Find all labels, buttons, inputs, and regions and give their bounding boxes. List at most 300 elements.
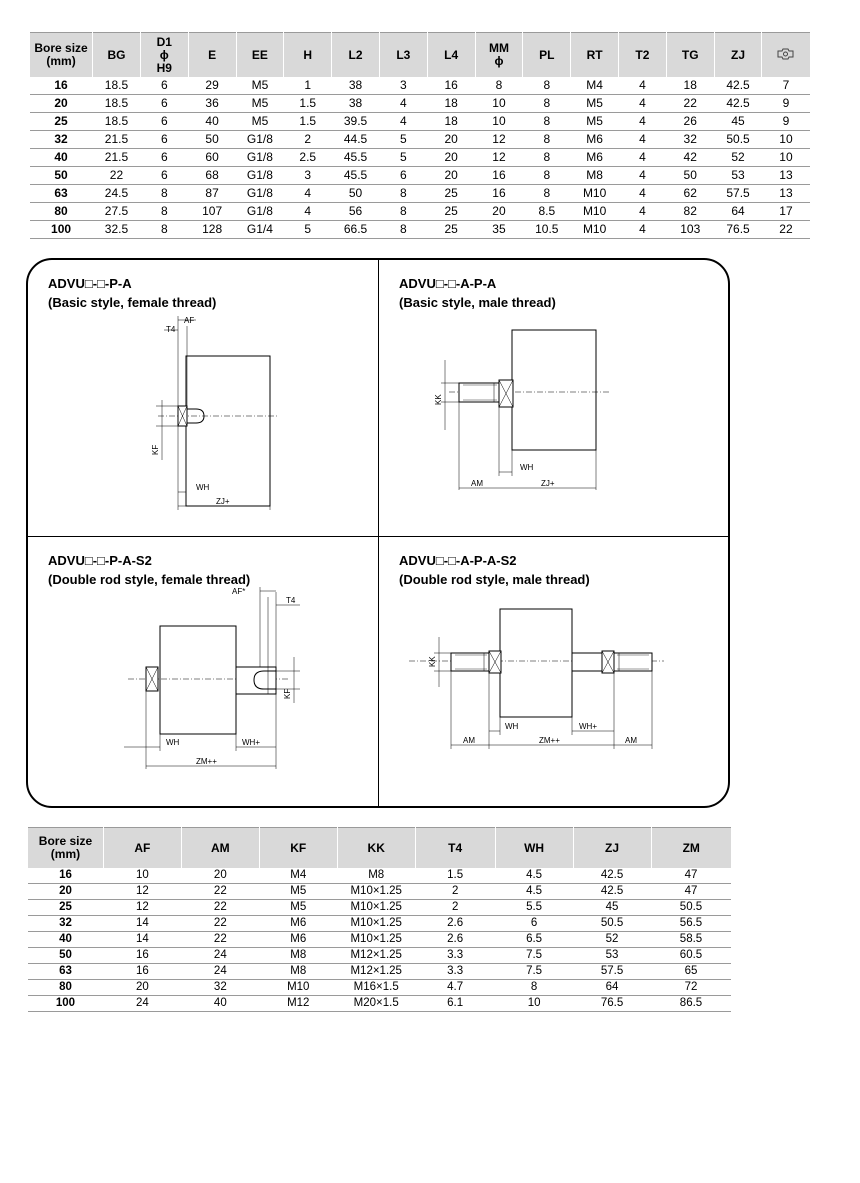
table-cell: M6: [571, 131, 619, 149]
diagram-double-male: [379, 537, 730, 808]
table-cell: 72: [651, 980, 731, 996]
table-cell: 20: [427, 167, 475, 185]
label-am-right: AM: [625, 736, 637, 745]
bore-size-cell: 16: [28, 868, 104, 884]
table-cell: 4: [284, 185, 332, 203]
table-cell: M8: [337, 868, 415, 884]
column-header: [284, 33, 332, 78]
table-cell: 1.5: [284, 113, 332, 131]
table-cell: 10.5: [523, 221, 571, 239]
table-cell: 13: [762, 185, 810, 203]
table-cell: 6: [379, 167, 427, 185]
table-cell: 16: [475, 167, 523, 185]
table-cell: 2: [415, 900, 495, 916]
table-cell: 25: [427, 185, 475, 203]
table-cell: 4: [284, 203, 332, 221]
table-row: [30, 149, 811, 167]
table-cell: 35: [475, 221, 523, 239]
table-cell: 52: [714, 149, 762, 167]
table-cell: 6: [140, 113, 188, 131]
table-row: [30, 221, 811, 239]
table-cell: 8: [495, 980, 573, 996]
table-cell: M20×1.5: [337, 996, 415, 1012]
table-row: [28, 916, 732, 932]
table-cell: 22: [93, 167, 141, 185]
column-header-text: L2: [348, 47, 363, 62]
column-header: [573, 828, 651, 869]
table-cell: 1.5: [415, 868, 495, 884]
table-cell: 7.5: [495, 948, 573, 964]
table-cell: 20: [475, 203, 523, 221]
table-row: [30, 113, 811, 131]
table-cell: 50: [332, 185, 380, 203]
table-cell: 50.5: [651, 900, 731, 916]
table-cell: 8: [475, 77, 523, 95]
column-header-text: T2: [635, 47, 650, 62]
label-am: AM: [463, 736, 475, 745]
table-cell: 3: [379, 77, 427, 95]
label-zj: ZJ+: [541, 479, 555, 488]
dimensions-table-rod-ends: [27, 827, 731, 1012]
bore-size-cell: 40: [30, 149, 93, 167]
table-cell: 36: [188, 95, 236, 113]
table-cell: 8: [140, 185, 188, 203]
table-row: [30, 185, 811, 203]
bore-size-cell: 80: [28, 980, 104, 996]
table-cell: M6: [571, 149, 619, 167]
label-zm: ZM++: [539, 736, 560, 745]
table-cell: 52: [573, 932, 651, 948]
table-cell: M16×1.5: [337, 980, 415, 996]
table-cell: 18: [427, 95, 475, 113]
column-header-text: EE: [251, 47, 268, 62]
column-header: [427, 33, 475, 78]
column-header-text: ZJ: [605, 840, 620, 855]
bore-size-cell: 25: [28, 900, 104, 916]
table-cell: 18.5: [93, 113, 141, 131]
table-cell: 8.5: [523, 203, 571, 221]
table-cell: 2: [284, 131, 332, 149]
column-header: [415, 828, 495, 869]
table-cell: 6: [140, 167, 188, 185]
column-header-text: (mm): [46, 54, 76, 68]
label-kf: KF: [283, 688, 292, 699]
table-cell: 57.5: [573, 964, 651, 980]
label-zm: ZM++: [196, 757, 217, 766]
table-header-row: [30, 33, 811, 78]
column-header-text: H9: [156, 60, 172, 75]
column-header-text: E: [208, 47, 217, 62]
column-header-text: L3: [396, 47, 411, 62]
table-cell: 60: [188, 149, 236, 167]
wrench-icon: [777, 49, 795, 63]
table-cell: 47: [651, 868, 731, 884]
column-header-text: MM: [488, 41, 509, 55]
table-cell: 128: [188, 221, 236, 239]
table-cell: 82: [666, 203, 714, 221]
table-row: [30, 131, 811, 149]
bore-size-cell: 63: [28, 964, 104, 980]
table-cell: 12: [103, 884, 181, 900]
bore-size-cell: 63: [30, 185, 93, 203]
table-cell: 6.5: [495, 932, 573, 948]
table-cell: 4: [379, 113, 427, 131]
table-cell: M8: [259, 964, 337, 980]
bore-size-cell: 80: [30, 203, 93, 221]
table-cell: 12: [475, 131, 523, 149]
table-cell: 8: [523, 113, 571, 131]
label-kk: KK: [434, 394, 443, 405]
column-header-text: ϕ: [494, 54, 504, 68]
table-cell: 20: [181, 868, 259, 884]
table-cell: 8: [523, 95, 571, 113]
label-wh-plus: WH+: [579, 722, 597, 731]
table-cell: 50: [188, 131, 236, 149]
table-cell: 8: [379, 185, 427, 203]
table-cell: 16: [427, 77, 475, 95]
table-cell: M10×1.25: [337, 916, 415, 932]
table-cell: 10: [475, 95, 523, 113]
table-cell: 39.5: [332, 113, 380, 131]
table-cell: 3.3: [415, 948, 495, 964]
table-row: [28, 964, 732, 980]
table-cell: 5: [284, 221, 332, 239]
label-wh: WH: [520, 463, 534, 472]
table-cell: M5: [571, 95, 619, 113]
table-cell: 50.5: [714, 131, 762, 149]
bore-size-cell: 20: [30, 95, 93, 113]
column-header: [93, 33, 141, 78]
table-cell: 12: [475, 149, 523, 167]
table-cell: 42.5: [573, 884, 651, 900]
table-cell: 6: [140, 131, 188, 149]
table-cell: 103: [666, 221, 714, 239]
table-cell: M5: [236, 95, 284, 113]
diagram-basic-male: [379, 260, 730, 535]
table-cell: 9: [762, 95, 810, 113]
dimensions-table-main: [29, 32, 810, 239]
column-header: [495, 828, 573, 869]
column-header-text: T4: [448, 840, 463, 855]
diagram-description: (Basic style, female thread): [48, 295, 217, 310]
table-cell: 32.5: [93, 221, 141, 239]
table-cell: M5: [259, 900, 337, 916]
table-row: [28, 948, 732, 964]
table-row: [28, 980, 732, 996]
table-cell: 50.5: [573, 916, 651, 932]
table-cell: 53: [573, 948, 651, 964]
diagram-description: (Double rod style, male thread): [399, 572, 590, 587]
bore-size-cell: 40: [28, 932, 104, 948]
table-cell: 4.5: [495, 868, 573, 884]
table-cell: 8: [379, 203, 427, 221]
table-cell: M8: [571, 167, 619, 185]
table-cell: 60.5: [651, 948, 731, 964]
column-header: [140, 33, 188, 78]
table-cell: 8: [523, 149, 571, 167]
label-t4: T4: [166, 325, 176, 334]
table-cell: 47: [651, 884, 731, 900]
column-header-text: Bore size: [38, 834, 93, 848]
table-cell: M10: [571, 221, 619, 239]
table-cell: 56: [332, 203, 380, 221]
table-cell: M10×1.25: [337, 884, 415, 900]
column-header: [181, 828, 259, 869]
table-cell: M5: [571, 113, 619, 131]
table-cell: 6: [140, 149, 188, 167]
table-cell: 6.1: [415, 996, 495, 1012]
column-header-text: BG: [107, 47, 126, 62]
column-header-text: WH: [524, 840, 545, 855]
table-cell: 16: [475, 185, 523, 203]
table-cell: M4: [259, 868, 337, 884]
bore-size-cell: 50: [30, 167, 93, 185]
table-cell: 1: [284, 77, 332, 95]
table-cell: 4: [619, 95, 667, 113]
column-header-text: Bore size: [34, 41, 88, 55]
table-cell: M12×1.25: [337, 964, 415, 980]
table-cell: 107: [188, 203, 236, 221]
table-cell: M10: [571, 203, 619, 221]
table-cell: 42: [666, 149, 714, 167]
table-cell: 18: [666, 77, 714, 95]
table-cell: 24: [181, 964, 259, 980]
table-cell: 45.5: [332, 149, 380, 167]
table-cell: M10: [259, 980, 337, 996]
bore-size-cell: 50: [28, 948, 104, 964]
column-header-text: (mm): [50, 847, 81, 861]
table-cell: 57.5: [714, 185, 762, 203]
table-cell: M4: [571, 77, 619, 95]
table-cell: 10: [495, 996, 573, 1012]
table-cell: M10×1.25: [337, 932, 415, 948]
label-wh: WH: [166, 738, 180, 747]
column-header: [571, 33, 619, 78]
bore-size-cell: 100: [28, 996, 104, 1012]
column-header-text: L4: [444, 47, 459, 62]
column-header: [666, 33, 714, 78]
column-header-text: D1: [156, 34, 172, 49]
table-cell: M8: [259, 948, 337, 964]
column-header-text: RT: [586, 47, 603, 62]
table-cell: M12×1.25: [337, 948, 415, 964]
table-cell: 42.5: [714, 95, 762, 113]
column-header: [28, 828, 104, 869]
column-header: [651, 828, 731, 869]
table-cell: 8: [523, 167, 571, 185]
diagram-basic-female: [28, 260, 380, 535]
table-cell: 10: [103, 868, 181, 884]
bore-size-cell: 32: [30, 131, 93, 149]
table-cell: 2.6: [415, 916, 495, 932]
table-cell: 25: [427, 221, 475, 239]
column-header: [762, 33, 810, 78]
table-cell: G1/4: [236, 221, 284, 239]
diagram-model-code: ADVU□-□-P-A-S2: [48, 553, 152, 568]
table-cell: 20: [103, 980, 181, 996]
table-cell: 8: [523, 131, 571, 149]
table-cell: 62: [666, 185, 714, 203]
table-cell: M6: [259, 932, 337, 948]
table-row: [28, 884, 732, 900]
table-cell: 32: [181, 980, 259, 996]
column-header-text: PL: [539, 47, 555, 62]
table-cell: 22: [762, 221, 810, 239]
table-cell: 58.5: [651, 932, 731, 948]
table-cell: 7.5: [495, 964, 573, 980]
table-cell: 24: [103, 996, 181, 1012]
bore-size-cell: 32: [28, 916, 104, 932]
table-cell: 22: [181, 884, 259, 900]
table-cell: 16: [103, 948, 181, 964]
table-cell: 14: [103, 916, 181, 932]
column-header: [332, 33, 380, 78]
table-cell: 22: [181, 932, 259, 948]
table-cell: 18.5: [93, 77, 141, 95]
bore-size-cell: 100: [30, 221, 93, 239]
table-cell: 38: [332, 95, 380, 113]
label-wh: WH: [196, 483, 210, 492]
column-header-text: ϕ: [159, 47, 169, 62]
table-cell: M12: [259, 996, 337, 1012]
table-cell: 76.5: [573, 996, 651, 1012]
table-cell: 87: [188, 185, 236, 203]
table-cell: 26: [666, 113, 714, 131]
table-cell: 10: [762, 149, 810, 167]
table-cell: M5: [236, 113, 284, 131]
table-cell: 64: [573, 980, 651, 996]
table-cell: 2: [415, 884, 495, 900]
table-cell: 45: [714, 113, 762, 131]
table-cell: 5: [379, 149, 427, 167]
table-cell: 21.5: [93, 149, 141, 167]
table-cell: 27.5: [93, 203, 141, 221]
table-cell: 42.5: [573, 868, 651, 884]
table-cell: 66.5: [332, 221, 380, 239]
column-header-text: AF: [134, 840, 151, 855]
label-am: AM: [471, 479, 483, 488]
column-header-text: AM: [210, 840, 230, 855]
column-header-text: H: [303, 47, 313, 62]
table-cell: 8: [523, 77, 571, 95]
table-cell: 14: [103, 932, 181, 948]
table-cell: 22: [181, 916, 259, 932]
column-header: [236, 33, 284, 78]
bore-size-cell: 20: [28, 884, 104, 900]
table-cell: 2.5: [284, 149, 332, 167]
table-cell: 76.5: [714, 221, 762, 239]
column-header: [714, 33, 762, 78]
table-cell: 2.6: [415, 932, 495, 948]
diagram-double-female: [28, 537, 380, 808]
table-cell: 4: [619, 185, 667, 203]
table-cell: 24: [181, 948, 259, 964]
table-cell: 6: [495, 916, 573, 932]
column-header-text: KK: [367, 840, 385, 855]
bore-size-cell: 25: [30, 113, 93, 131]
diagram-model-code: ADVU□-□-A-P-A-S2: [399, 553, 517, 568]
table-cell: 68: [188, 167, 236, 185]
table-cell: 44.5: [332, 131, 380, 149]
table-cell: 4: [619, 77, 667, 95]
column-header: [30, 33, 93, 78]
table-cell: 13: [762, 167, 810, 185]
column-header: [523, 33, 571, 78]
table-cell: M6: [259, 916, 337, 932]
table-cell: 4: [619, 203, 667, 221]
table-cell: 3.3: [415, 964, 495, 980]
table-cell: 45: [573, 900, 651, 916]
table-cell: 20: [427, 131, 475, 149]
table-row: [28, 900, 732, 916]
diagram-description: (Double rod style, female thread): [48, 572, 251, 587]
table-cell: 8: [140, 221, 188, 239]
diagram-description: (Basic style, male thread): [399, 295, 556, 310]
table-cell: 32: [666, 131, 714, 149]
table-cell: 8: [523, 185, 571, 203]
column-header: [188, 33, 236, 78]
table-cell: 20: [427, 149, 475, 167]
bore-size-cell: 16: [30, 77, 93, 95]
table-cell: 7: [762, 77, 810, 95]
table-row: [28, 932, 732, 948]
table-cell: 40: [181, 996, 259, 1012]
table-cell: 10: [762, 131, 810, 149]
table-row: [30, 95, 811, 113]
diagram-panel: [26, 258, 730, 808]
label-kk: KK: [428, 656, 437, 667]
table-cell: 4.5: [495, 884, 573, 900]
diagram-model-code: ADVU□-□-A-P-A: [399, 276, 497, 291]
table-cell: 38: [332, 77, 380, 95]
label-kf: KF: [151, 444, 160, 455]
column-header: [337, 828, 415, 869]
table-cell: 3: [284, 167, 332, 185]
table-cell: M10×1.25: [337, 900, 415, 916]
table-cell: 12: [103, 900, 181, 916]
table-cell: M5: [236, 77, 284, 95]
table-cell: 24.5: [93, 185, 141, 203]
diagram-model-code: ADVU□-□-P-A: [48, 276, 132, 291]
table-row: [30, 167, 811, 185]
column-header: [103, 828, 181, 869]
column-header: [259, 828, 337, 869]
table-cell: G1/8: [236, 203, 284, 221]
label-af: AF: [184, 316, 195, 325]
table-cell: 42.5: [714, 77, 762, 95]
table-cell: 29: [188, 77, 236, 95]
table-cell: 21.5: [93, 131, 141, 149]
table-row: [28, 996, 732, 1012]
table-row: [30, 203, 811, 221]
column-header-text: ZM: [682, 840, 700, 855]
table-cell: M10: [571, 185, 619, 203]
table-cell: 18.5: [93, 95, 141, 113]
table-cell: 9: [762, 113, 810, 131]
column-header-text: TG: [681, 47, 699, 62]
table-cell: 25: [427, 203, 475, 221]
label-wh-plus: WH+: [242, 738, 260, 747]
table-cell: 4.7: [415, 980, 495, 996]
table-cell: 5: [379, 131, 427, 149]
table-cell: 4: [619, 221, 667, 239]
label-wh: WH: [505, 722, 519, 731]
table-row: [30, 77, 811, 95]
table-cell: 53: [714, 167, 762, 185]
table-cell: 17: [762, 203, 810, 221]
table-cell: 45.5: [332, 167, 380, 185]
table-cell: 4: [619, 113, 667, 131]
